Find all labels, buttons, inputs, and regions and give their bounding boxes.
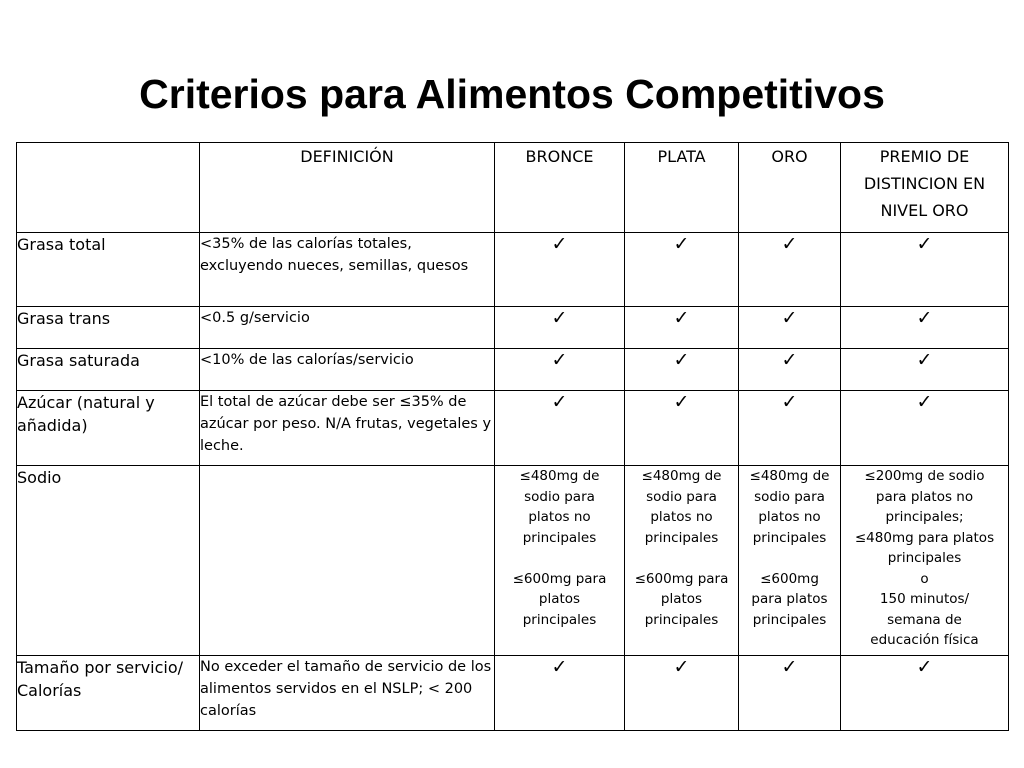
sodio-line: platos [538, 591, 581, 607]
sodio-line: ≤600mg para [512, 570, 607, 587]
row-definition: No exceder el tamaño de servicio de los alimentos servidos en el NSLP; < 200 calorías [200, 656, 495, 731]
table-row [17, 391, 1009, 466]
sodio-line: principales [644, 611, 719, 628]
check-icon: ✓ [625, 233, 739, 307]
sodio-plata-cell [625, 466, 739, 656]
header-definicion: DEFINICIÓN [200, 143, 495, 233]
check-icon: ✓ [739, 656, 841, 731]
row-label: Tamaño por servicio/ Calorías [17, 656, 200, 731]
check-icon: ✓ [625, 656, 739, 731]
sodio-line: principales [522, 611, 597, 628]
row-definition [200, 466, 495, 656]
check-icon: ✓ [625, 391, 739, 466]
sodio-line: platos [660, 591, 703, 607]
sodio-line: ≤480mg de [749, 468, 830, 484]
sodio-line: o [920, 570, 929, 587]
sodio-line: sodio para [646, 488, 717, 505]
header-premio: PREMIO DE DISTINCION EN NIVEL ORO [841, 143, 1009, 233]
sodio-line: platos no [758, 509, 821, 525]
sodio-line: ≤600mg [760, 570, 819, 587]
row-definition: <10% de las calorías/servicio [200, 349, 495, 391]
check-icon: ✓ [841, 349, 1009, 391]
table-header-row [17, 143, 1009, 233]
table-row [17, 349, 1009, 391]
check-icon: ✓ [841, 307, 1009, 349]
sodio-oro-cell [739, 466, 841, 656]
criteria-table [16, 142, 1009, 731]
sodio-line: ≤480mg de [519, 468, 600, 484]
row-label: Grasa trans [17, 307, 200, 349]
sodio-line: sodio para [524, 488, 595, 505]
sodio-line: principales [522, 529, 597, 546]
check-icon: ✓ [495, 233, 625, 307]
sodio-line: principales [644, 529, 719, 546]
sodio-line: 150 minutos/ [879, 591, 970, 607]
table-row [17, 233, 1009, 307]
row-definition: <0.5 g/servicio [200, 307, 495, 349]
check-icon: ✓ [495, 391, 625, 466]
header-plata: PLATA [625, 143, 739, 233]
header-oro: ORO [739, 143, 841, 233]
sodio-line: principales [752, 611, 827, 628]
sodio-line: principales; [885, 509, 964, 525]
table-row [17, 656, 1009, 731]
check-icon: ✓ [841, 233, 1009, 307]
check-icon: ✓ [739, 349, 841, 391]
check-icon: ✓ [739, 307, 841, 349]
row-label: Azúcar (natural y añadida) [17, 391, 200, 466]
sodio-line: ≤200mg de sodio [864, 468, 985, 484]
row-label: Grasa saturada [17, 349, 200, 391]
sodio-premio-cell [841, 466, 1009, 656]
table-row [17, 307, 1009, 349]
sodio-line: sodio para [754, 488, 825, 505]
sodio-line: platos no [528, 509, 591, 525]
sodio-line: para platos no [875, 488, 974, 505]
sodio-bronce-cell [495, 466, 625, 656]
row-label: Grasa total [17, 233, 200, 307]
sodio-line: educación física [870, 632, 979, 648]
slide-title: Criterios para Alimentos Competitivos [139, 71, 885, 117]
sodio-line: principales [752, 529, 827, 546]
check-icon: ✓ [625, 349, 739, 391]
sodio-line: para platos [751, 591, 828, 607]
table-row [17, 466, 1009, 656]
row-definition: El total de azúcar debe ser ≤35% de azúcar por peso. N/A frutas, vegetales y leche. [200, 391, 495, 466]
sodio-line: ≤480mg de [641, 468, 722, 484]
sodio-line: principales [887, 550, 962, 566]
row-definition: <35% de las calorías totales, excluyendo nueces, semillas, quesos [200, 233, 495, 307]
row-label: Sodio [17, 466, 200, 656]
check-icon: ✓ [739, 391, 841, 466]
check-icon: ✓ [841, 656, 1009, 731]
check-icon: ✓ [739, 233, 841, 307]
sodio-line: ≤600mg para [634, 570, 729, 587]
header-bronce: BRONCE [495, 143, 625, 233]
sodio-line: platos no [650, 509, 713, 525]
check-icon: ✓ [841, 391, 1009, 466]
sodio-line: ≤480mg para platos [854, 529, 995, 546]
check-icon: ✓ [625, 307, 739, 349]
sodio-line: semana de [887, 611, 962, 628]
check-icon: ✓ [495, 349, 625, 391]
check-icon: ✓ [495, 307, 625, 349]
check-icon: ✓ [495, 656, 625, 731]
header-empty [17, 143, 200, 233]
